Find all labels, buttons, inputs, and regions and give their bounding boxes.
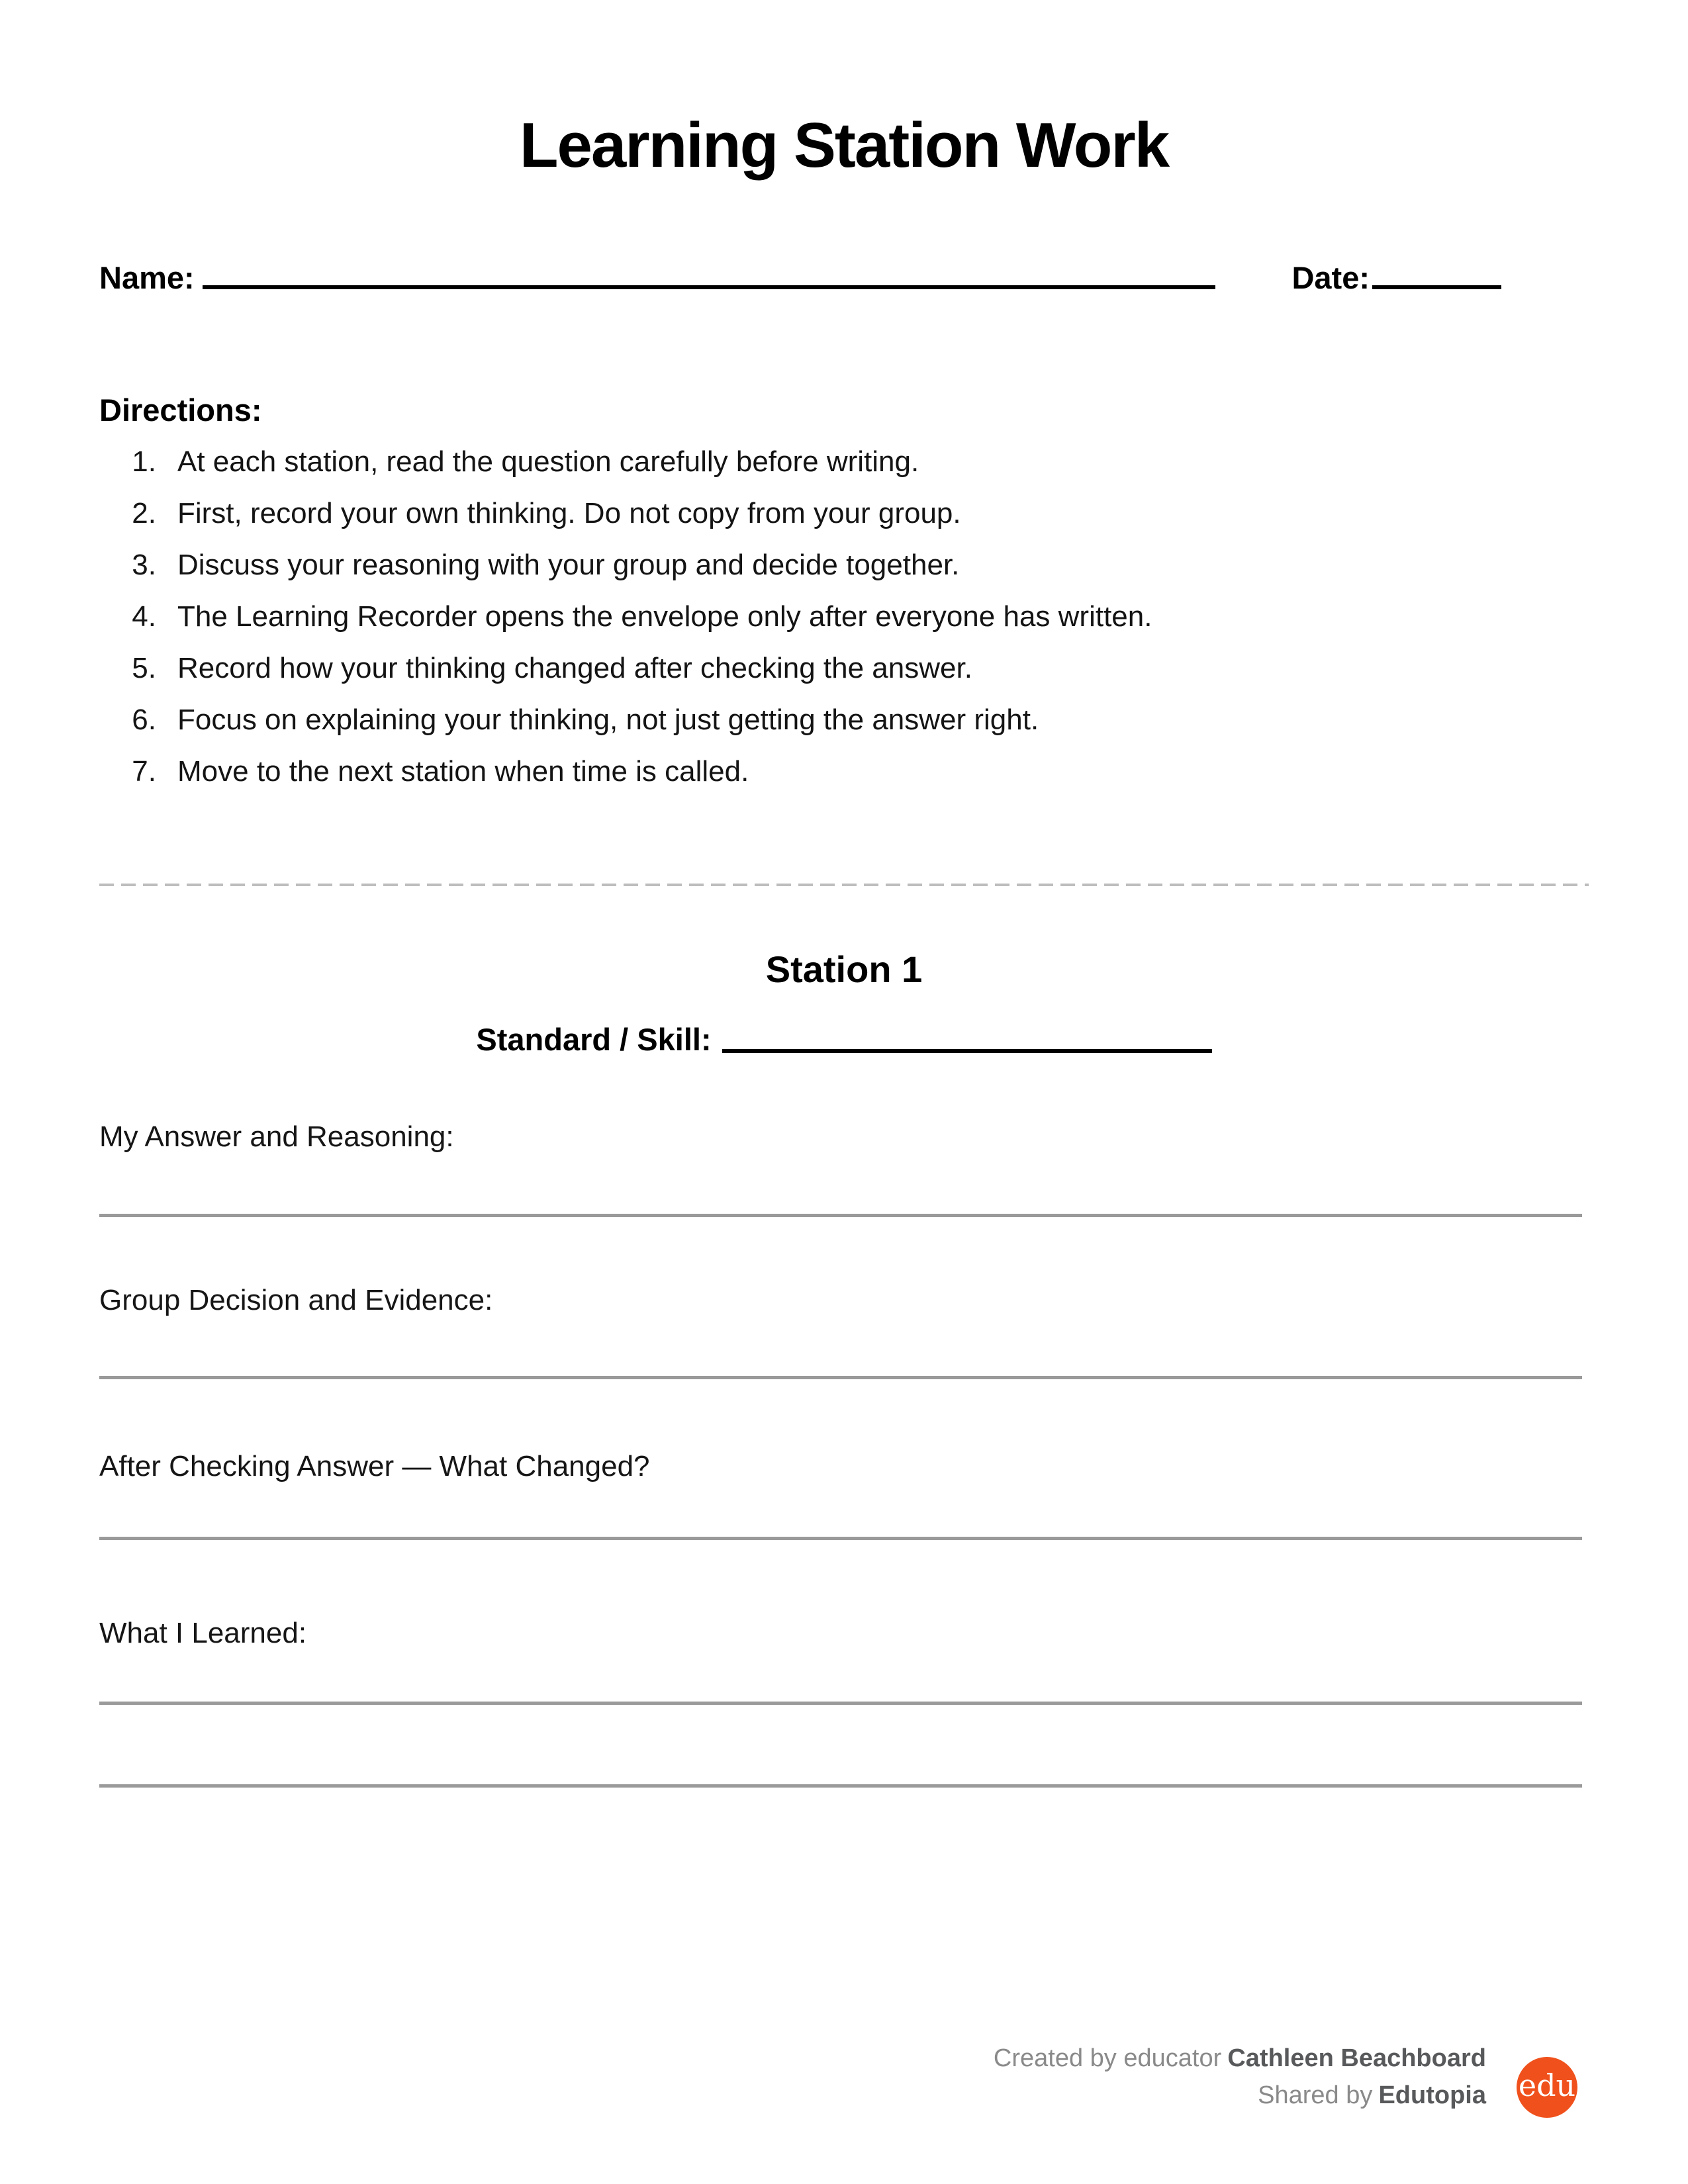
edutopia-name: Edutopia (1378, 2081, 1486, 2109)
direction-number: 6. (132, 703, 156, 736)
answer-rule-line (99, 1537, 1582, 1540)
station-heading: Station 1 (765, 948, 923, 990)
direction-item (99, 447, 1589, 477)
name-label: Name: (99, 259, 195, 295)
direction-text: Record how your thinking changed after checking the answer. (177, 651, 972, 684)
footer-created-line (994, 2040, 1486, 2077)
direction-text: Focus on explaining your thinking, not just getting the answer right. (177, 703, 1039, 736)
direction-item (99, 754, 1589, 788)
page-title: Learning Station Work (519, 110, 1169, 181)
direction-item (99, 602, 1589, 631)
prompt-after-checking: After Checking Answer — What Changed? (99, 1450, 650, 1483)
date-blank-line (1372, 285, 1501, 289)
direction-item (99, 651, 1589, 684)
direction-number: 4. (132, 600, 156, 633)
shared-by-text: Shared by (1258, 2081, 1373, 2109)
date-label: Date: (1291, 259, 1370, 295)
creator-name: Cathleen Beachboard (1227, 2044, 1486, 2072)
direction-item (99, 496, 1589, 529)
answer-rule-line (99, 1376, 1582, 1379)
direction-number: 3. (132, 548, 156, 581)
direction-text: Discuss your reasoning with your group and decide together. (177, 548, 960, 581)
prompt-what-i-learned: What I Learned: (99, 1617, 307, 1650)
answer-rule-line (99, 1702, 1582, 1705)
direction-number: 7. (132, 754, 156, 788)
prompt-group-decision: Group Decision and Evidence: (99, 1284, 493, 1317)
edutopia-logo-icon (1517, 2057, 1577, 2118)
answer-rule-line (99, 1214, 1582, 1217)
station-prompts (99, 1119, 1589, 1788)
directions-list (99, 447, 1589, 786)
dashed-divider (99, 884, 1589, 886)
standard-skill-row (0, 1021, 1688, 1058)
direction-number: 1. (132, 445, 156, 478)
prompt-my-answer: My Answer and Reasoning: (99, 1120, 454, 1154)
edu-logo-text: edu (1518, 2068, 1576, 2103)
direction-number: 2. (132, 496, 156, 529)
direction-text: The Learning Recorder opens the envelope only after everyone has written. (177, 600, 1152, 633)
direction-item (99, 548, 1589, 581)
directions-heading: Directions: (99, 392, 262, 428)
footer-shared-line (994, 2077, 1486, 2114)
standard-skill-label: Standard / Skill: (476, 1022, 712, 1058)
direction-text: First, record your own thinking. Do not copy from your group. (177, 496, 961, 529)
name-blank-line (203, 285, 1216, 289)
direction-text: Move to the next station when time is called. (177, 754, 749, 788)
direction-item (99, 705, 1589, 735)
direction-text: At each station, read the question carefully before writing. (177, 445, 919, 478)
footer-credit (994, 2040, 1486, 2114)
name-date-row (99, 259, 1501, 296)
direction-number: 5. (132, 651, 156, 684)
directions-section (99, 392, 1589, 786)
standard-skill-blank-line (722, 1049, 1212, 1053)
answer-rule-line (99, 1784, 1582, 1788)
created-by-text: Created by educator (993, 2044, 1222, 2072)
